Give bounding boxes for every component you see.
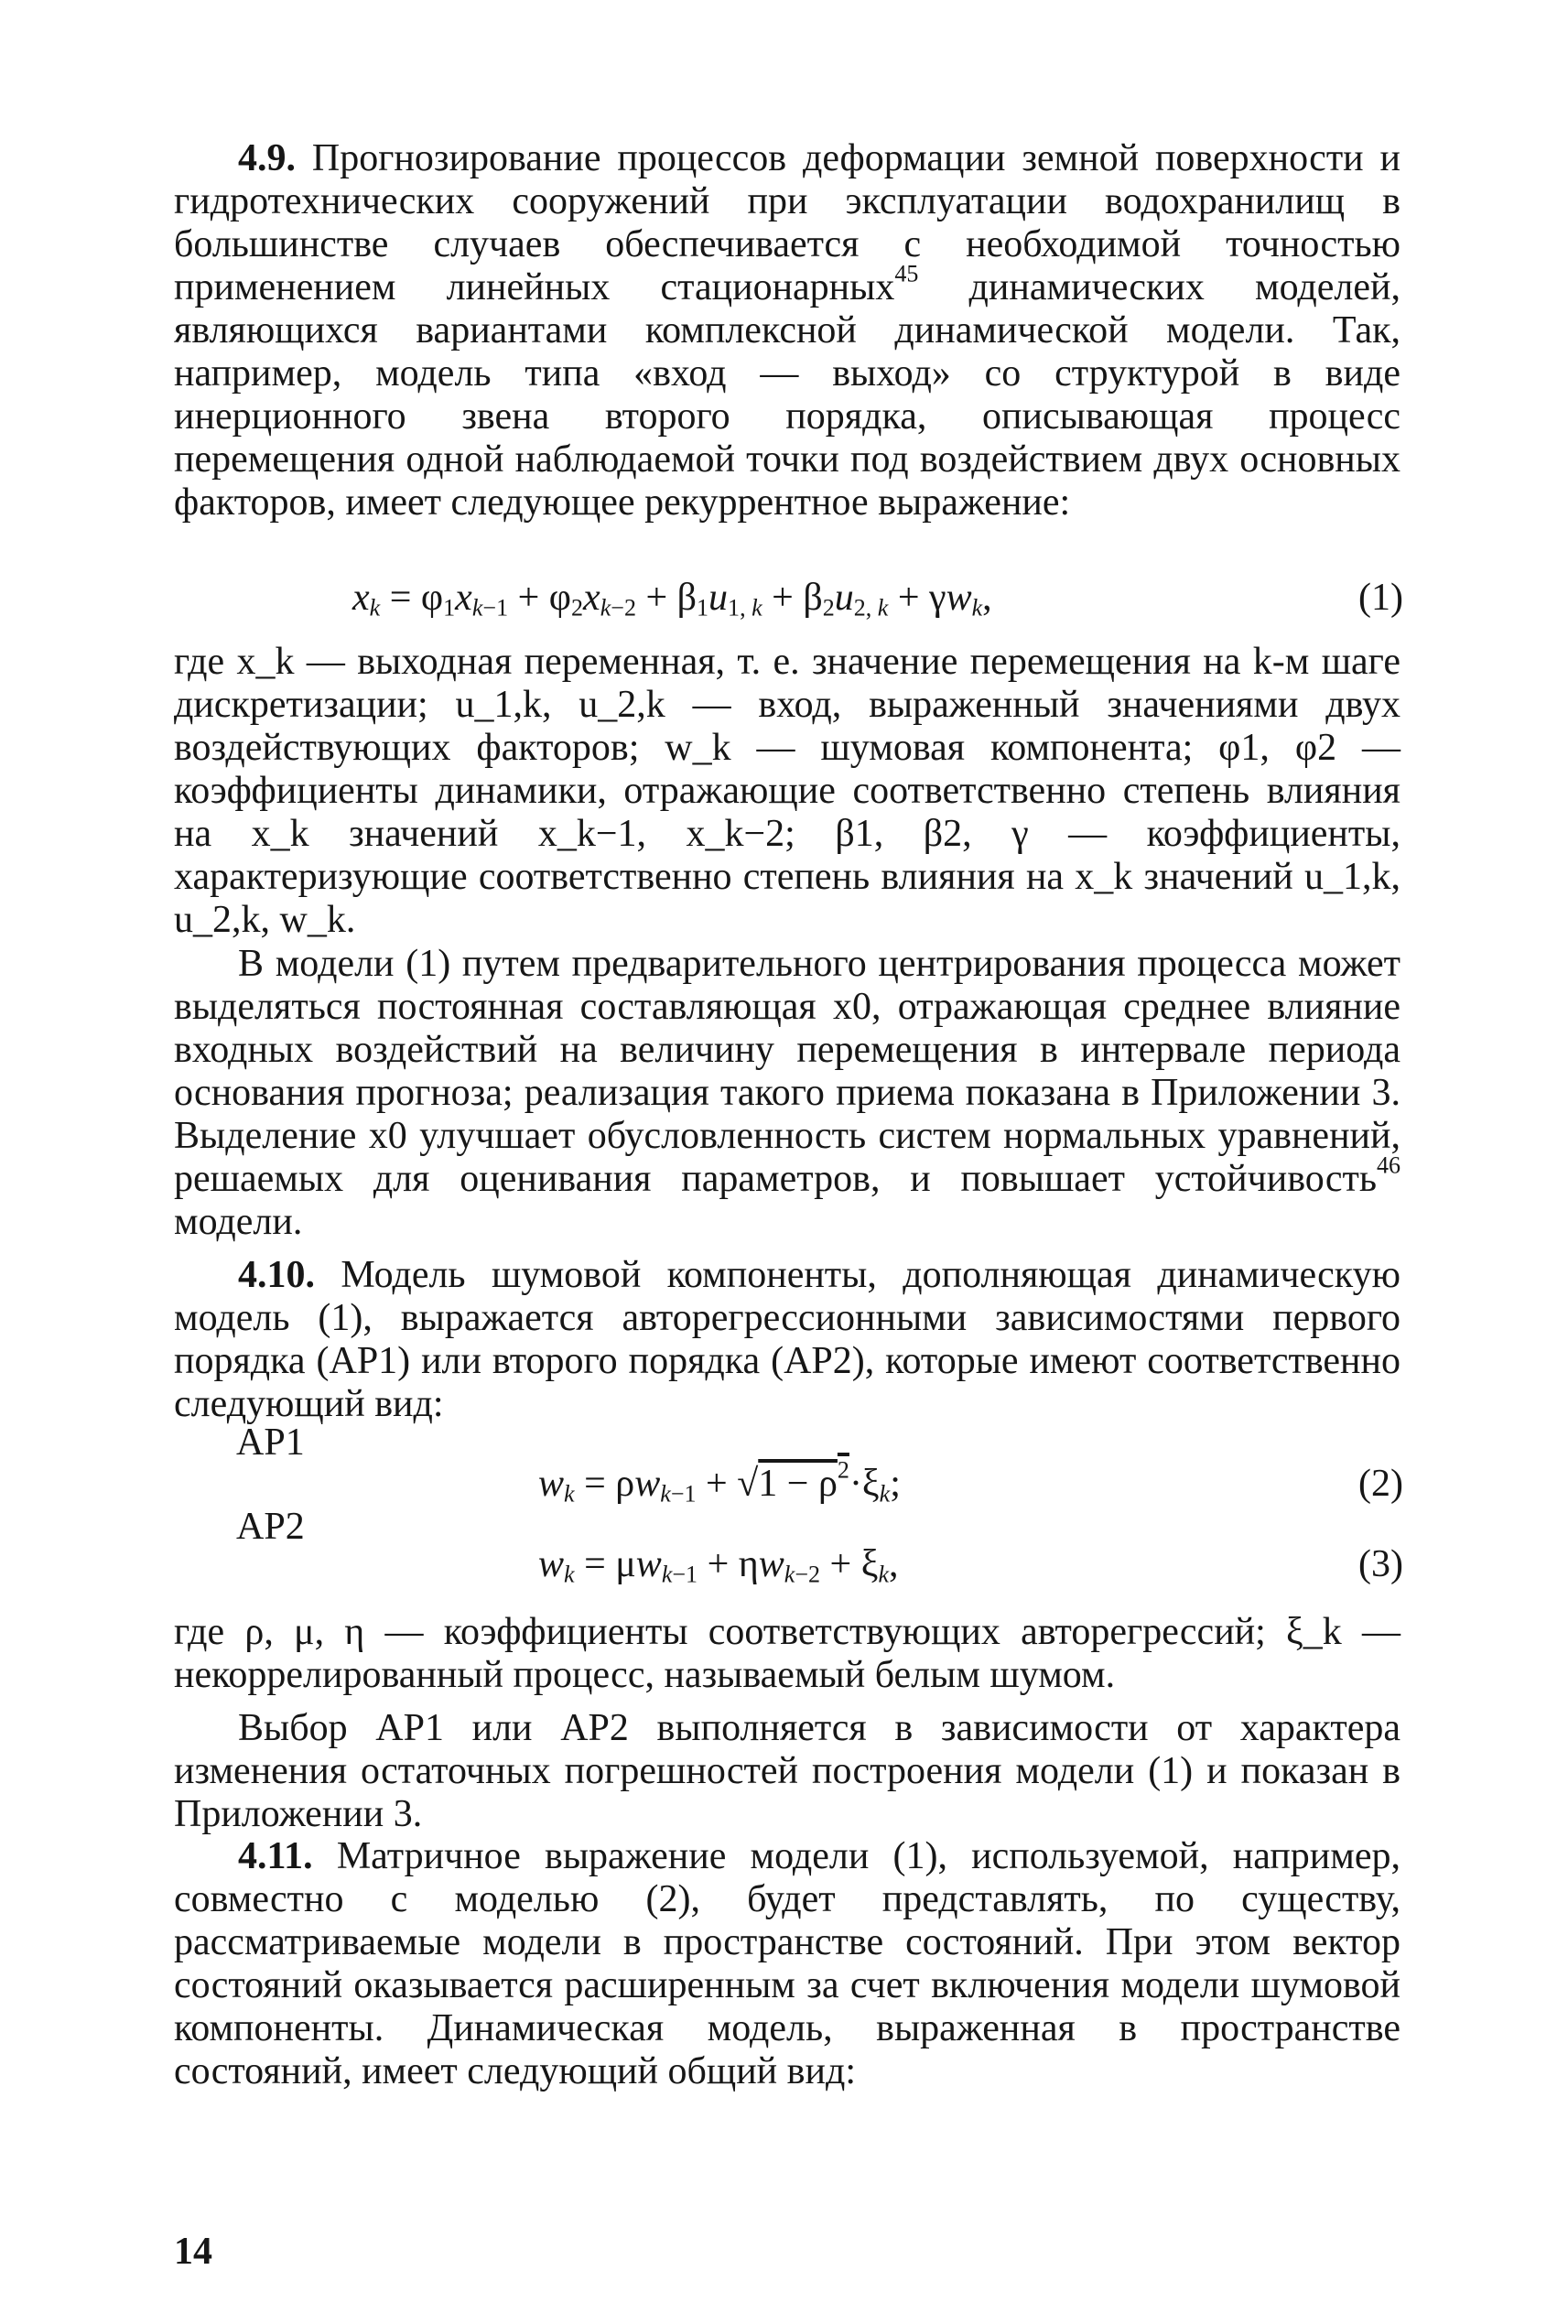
section-number: 4.11. bbox=[238, 1835, 313, 1877]
ar2-label: АР2 bbox=[236, 1506, 305, 1548]
section-number: 4.10. bbox=[238, 1254, 315, 1296]
footnote-ref: 45 bbox=[894, 260, 919, 287]
section-4-10 bbox=[174, 1254, 1400, 1426]
equation-1: $x_k = \varphi_1x_{k-1} + \varphi_2x_{k-2} + \beta_1u_{1, k} + \beta_2u_{2, k} + \gamma w_k$, bbox=[352, 577, 992, 622]
ar1-label: АР1 bbox=[236, 1421, 305, 1464]
section-text: Модель шумовой компоненты, дополняющая динамическую модель (1), выражается авторегрессионными зависимостями первого порядка (АР1) или второго порядка (АР2), которые имеют соответственно следующий вид: bbox=[174, 1254, 1400, 1425]
section-4-11 bbox=[174, 1835, 1400, 2093]
section-number: 4.9. bbox=[238, 137, 296, 179]
section-text: Матричное выражение модели (1), используемой, например, совместно с моделью (2), будет представлять, по существу, рассматриваемые модели в пространстве состояний. При этом вектор состояний оказывается расширенным за счет включения модели шумовой компоненты. Динамическая модель, выраженная в пространстве состояний, имеет следующий общий вид: bbox=[174, 1835, 1400, 2092]
equation-3: $w_k = \mu w_{k-1} + \eta w_{k-2} + \xi_k$, bbox=[538, 1543, 899, 1588]
equation-number-3: (3) bbox=[1358, 1543, 1403, 1585]
where-text-2: где ρ, μ, η — коэффициенты соответствующих авторегрессий; ξ_k — некоррелированный процесс, называемый белым шумом. bbox=[174, 1611, 1400, 1696]
where-clause-2 bbox=[174, 1611, 1400, 1697]
equation-2: $w_k = \rho w_{k-1} + √1 - \rho^2\cdot\xi_k$; bbox=[538, 1456, 901, 1508]
paragraph-text-end: модели. bbox=[174, 1201, 303, 1243]
paragraph-centering bbox=[174, 943, 1400, 1244]
where-text-1: где x_k — выходная переменная, т. е. значение перемещения на k-м шаге дискретизации; u_1,k, u_2,k — вход, выраженный значениями двух воздействующих факторов; w_k — шумовая компонента; φ1, φ2 — коэффициенты динамики, отражающие соответственно степень влияния на x_k значений x_k−1, x_k−2; β1, β2, γ — коэффициенты, характеризующие соответственно степень влияния на x_k значений u_1,k, u_2,k, w_k. bbox=[174, 641, 1400, 941]
section-text-continued: динамических моделей, являющихся вариантами комплексной динамической модели. Так, например, модель типа «вход — выход» со структурой в виде инерционного звена второго порядка, описывающая процесс перемещения одной наблюдаемой точки под воздействием двух основных факторов, имеет следующее рекуррентное выражение: bbox=[174, 266, 1401, 524]
paragraph-choice-text: Выбор АР1 или АР2 выполняется в зависимости от характера изменения остаточных погрешностей построения модели (1) и показан в Приложении 3. bbox=[174, 1707, 1400, 1835]
paragraph-choice bbox=[174, 1707, 1400, 1836]
equation-number-2: (2) bbox=[1358, 1463, 1403, 1505]
footnote-ref: 46 bbox=[1376, 1151, 1400, 1179]
section-text: Прогнозирование процессов деформации земной поверхности и гидротехнических сооружений при эксплуатации водохранилищ в большинстве случаев обеспечивается с необходимой точностью применением линейных стационарных bbox=[174, 137, 1400, 308]
page-number: 14 bbox=[174, 2231, 212, 2273]
paragraph-text: В модели (1) путем предварительного центрирования процесса может выделяться постоянная составляющая x0, отражающая среднее влияние входных воздействий на величину перемещения в интервале периода основания прогноза; реализация такого приема показана в Приложении 3. Выделение x0 улучшает обусловленность систем нормальных уравнений, решаемых для оценивания параметров, и повышает устойчивость bbox=[174, 943, 1400, 1200]
where-clause-1 bbox=[174, 641, 1400, 942]
equation-number-1: (1) bbox=[1358, 577, 1403, 619]
section-4-9 bbox=[174, 137, 1400, 524]
